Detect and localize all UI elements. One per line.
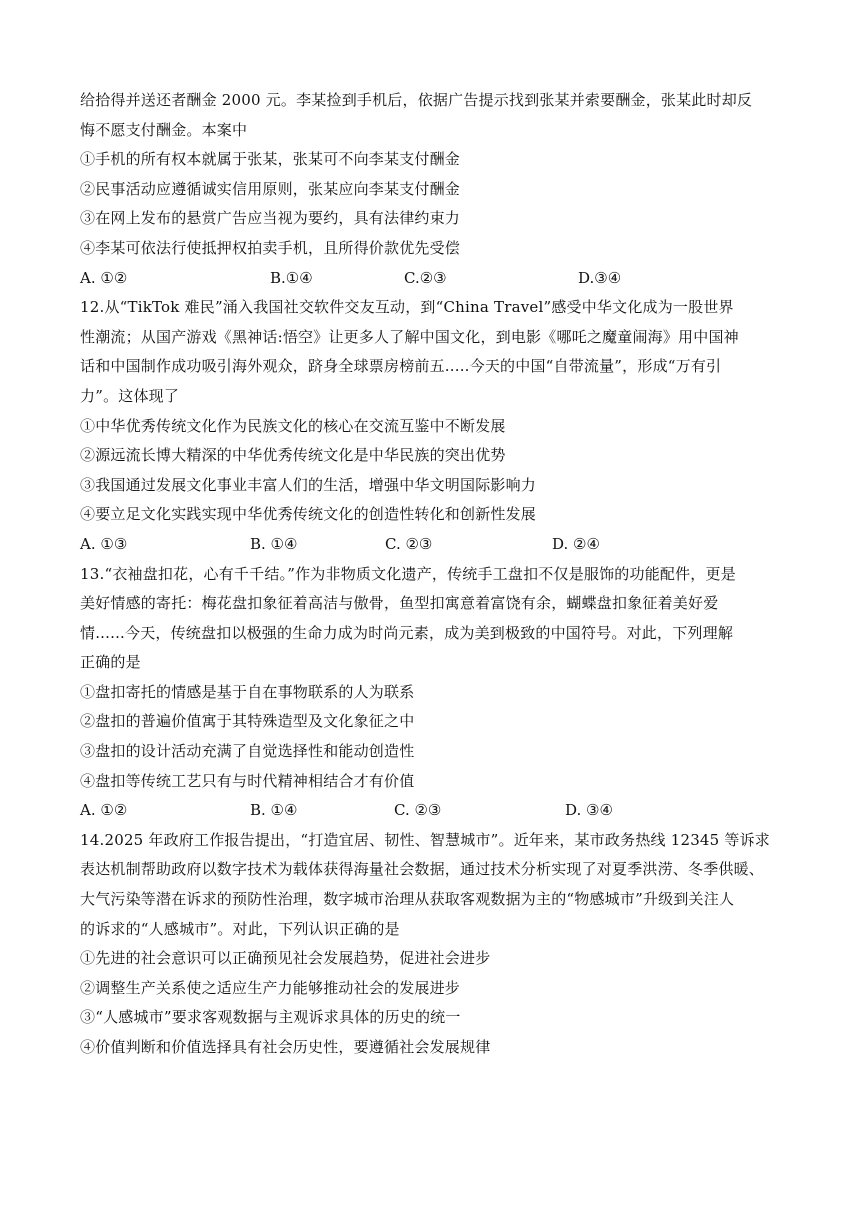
option-statement-1: ①中华优秀传统文化作为民族文化的核心在交流互鉴中不断发展 [80,416,506,435]
question-14 [80,826,792,1063]
question-12 [80,293,792,559]
option-statement-2: ②民事活动应遵循诚实信用原则，张某应向李某支付酬金 [80,179,461,198]
question-stem-line: 13.“衣袖盘扣花，心有千千结。”作为非物质文化遗产，传统手工盘扣不仅是服饰的功能配件，更是 [80,564,736,583]
question-stem-line: 力”。这体现了 [80,386,180,405]
choice-c: C.②③ [404,268,447,287]
choice-c: C. ②③ [385,534,433,553]
exam-page [80,86,792,1063]
option-statement-2: ②盘扣的普遍价值寓于其特殊造型及文化象征之中 [80,712,415,731]
question-stem-line: 14.2025 年政府工作报告提出，“打造宜居、韧性、智慧城市”。近年来，某市政务热线 12345 等诉求 [80,830,770,849]
option-statement-3: ③盘扣的设计活动充满了自觉选择性和能动创造性 [80,742,415,761]
answer-choices [80,796,792,826]
question-stem-line: 正确的是 [80,653,141,672]
question-stem-line: 话和中国制作成功吸引海外观众，跻身全球票房榜前五.....今天的中国“自带流量”，形成“万有引 [80,357,722,376]
option-statement-3: ③“人感城市”要求客观数据与主观诉求具体的历史的统一 [80,1008,461,1027]
option-statement-1: ①盘扣寄托的情感是基于自在事物联系的人为联系 [80,682,415,701]
choice-d: D.③④ [578,268,622,287]
question-stem-line: 悔不愿支付酬金。本案中 [80,120,248,139]
choice-d: D. ②④ [552,534,600,553]
choice-d: D. ③④ [565,801,613,820]
choice-b: B. ①④ [250,801,298,820]
option-statement-3: ③在网上发布的悬赏广告应当视为要约，具有法律约束力 [80,209,461,228]
question-11-continued [80,86,792,293]
question-stem-line: 的诉求的“人感城市”。对此，下列认识正确的是 [80,919,400,938]
question-stem-line: 给拾得并送还者酬金 2000 元。李某捡到手机后，依据广告提示找到张某并索要酬金，张某此时却反 [80,91,753,109]
question-stem-line: 情......今天，传统盘扣以极强的生命力成为时尚元素，成为美到极致的中国符号。对此，下列理解 [80,623,734,642]
question-stem-line: 性潮流；从国产游戏《黑神话:悟空》让更多人了解中国文化，到电影《哪吒之魔童闹海》用中国神 [80,327,739,346]
option-statement-3: ③我国通过发展文化事业丰富人们的生活，增强中华文明国际影响力 [80,475,537,494]
question-stem-line: 大气污染等潜在诉求的预防性治理，数字城市治理从获取客观数据为主的“物感城市”升级到关注人 [80,890,735,909]
answer-choices [80,530,792,560]
option-statement-2: ②源远流长博大精深的中华优秀传统文化是中华民族的突出优势 [80,446,506,465]
option-statement-4: ④盘扣等传统工艺只有与时代精神相结合才有价值 [80,771,415,790]
option-statement-4: ④要立足文化实践实现中华优秀传统文化的创造性转化和创新性发展 [80,505,537,524]
question-13 [80,560,792,826]
option-statement-1: ①先进的社会意识可以正确预见社会发展趋势，促进社会进步 [80,949,491,968]
choice-b: B.①④ [270,268,313,287]
question-stem-line: 12.从“TikTok 难民”涌入我国社交软件交友互动，到“China Travel”感受中华文化成为一股世界 [80,298,734,317]
option-statement-4: ④李某可依法行使抵押权拍卖手机，且所得价款优先受偿 [80,238,461,257]
option-statement-2: ②调整生产关系使之适应生产力能够推动社会的发展进步 [80,978,461,997]
choice-a: A. ①② [80,268,128,287]
question-stem-line: 美好情感的寄托：梅花盘扣象征着高洁与傲骨，鱼型扣寓意着富饶有余，蝴蝶盘扣象征着美好爱 [80,594,719,613]
option-statement-4: ④价值判断和价值选择具有社会历史性，要遵循社会发展规律 [80,1038,491,1056]
choice-a: A. ①③ [80,534,128,553]
choice-b: B. ①④ [250,534,298,553]
answer-choices [80,264,792,294]
choice-a: A. ①② [80,801,128,820]
choice-c: C. ②③ [394,801,442,820]
option-statement-1: ①手机的所有权本就属于张某，张某可不向李某支付酬金 [80,150,461,169]
question-stem-line: 表达机制帮助政府以数字技术为载体获得海量社会数据，通过技术分析实现了对夏季洪涝、冬季供暖、 [80,860,765,879]
